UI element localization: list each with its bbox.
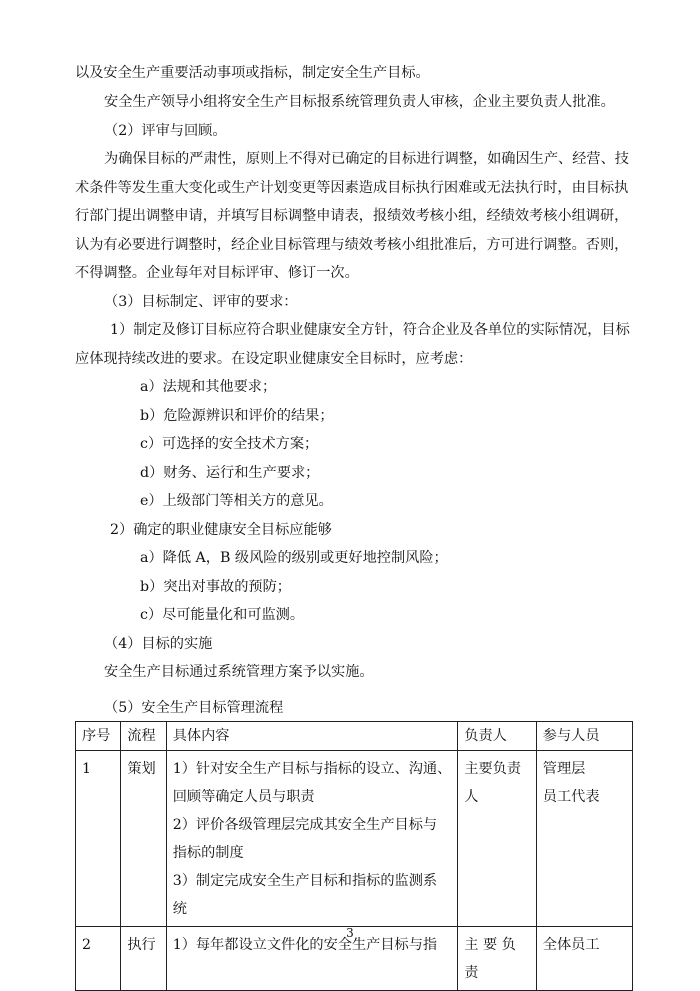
section-heading: （4）目标的实施: [104, 636, 213, 652]
content-line: 3）制定完成安全生产目标和指标的监测系: [172, 873, 438, 889]
participant-line: 全体员工: [542, 937, 600, 953]
content-line: 1）每年都设立文件化的安全生产目标与指: [172, 937, 438, 953]
paragraph-line: 行部门提出调整申请，并填写目标调整申请表，报绩效考核小组，经绩效考核小组调研，: [75, 208, 629, 224]
content-line: 回顾等确定人员与职责: [172, 789, 315, 805]
row-owner: 主 要 负 责: [458, 927, 537, 991]
row-number: 2: [76, 927, 121, 991]
paragraph-line: 安全生产领导小组将安全生产目标报系统管理负责人审核，企业主要负责人批准。: [104, 94, 615, 110]
content-line: 指标的制度: [172, 845, 244, 861]
header-cell: 具体内容: [166, 722, 458, 751]
content-line: 统: [172, 901, 187, 917]
paragraph-line: 认为有必要进行调整时，经企业目标管理与绩效考核小组批准后，方可进行调整。否则，: [75, 237, 629, 253]
paragraph-line: 应体现持续改进的要求。在设定职业健康安全目标时，应考虑：: [75, 351, 473, 367]
table-title: （5）安全生产目标管理流程: [104, 700, 284, 716]
paragraph-line: 以及安全生产重要活动事项或指标，制定安全生产目标。: [75, 65, 430, 81]
table-header-row: [76, 722, 633, 751]
header-cell: 流程: [121, 722, 166, 751]
content-line: 2）评价各级管理层完成其安全生产目标与: [172, 817, 438, 833]
list-item: e）上级部门等相关方的意见。: [140, 493, 333, 509]
page-number: 3: [346, 926, 354, 940]
row-process: 策划: [121, 751, 166, 927]
list-item: a）降低 A，B 级风险的级别或更好地控制风险；: [140, 550, 448, 566]
row-participants: [536, 751, 632, 927]
paragraph-line: 术条件等发生重大变化或生产计划变更等因素造成目标执行困难或无法执行时，由目标执: [75, 180, 629, 196]
paragraph-line: 不得调整。企业每年对目标评审、修订一次。: [75, 265, 359, 281]
row-process: 执行: [121, 927, 166, 991]
row-owner: 主要负责人: [458, 751, 537, 927]
row-content: [166, 751, 458, 927]
participant-line: 员工代表: [542, 789, 600, 805]
list-item: b）突出对事故的预防；: [140, 579, 291, 595]
header-cell: 负责人: [458, 722, 537, 751]
header-cell: 序号: [76, 722, 121, 751]
participant-line: 管理层: [542, 761, 586, 777]
list-item: c）可选择的安全技术方案；: [140, 436, 319, 452]
content-line: 1）针对安全生产目标与指标的设立、沟通、: [172, 761, 452, 777]
paragraph-line: 1）制定及修订目标应符合职业健康安全方针，符合企业及各单位的实际情况，目标: [110, 322, 630, 338]
table-row: [76, 751, 633, 927]
list-item: c）尽可能量化和可监测。: [140, 607, 305, 623]
paragraph-line: 安全生产目标通过系统管理方案予以实施。: [104, 664, 374, 680]
process-table: [75, 697, 633, 991]
row-number: 1: [76, 751, 121, 927]
list-item: b）危险源辨识和评价的结果；: [140, 408, 334, 424]
section-heading: （2）评审与回顾。: [104, 123, 227, 139]
list-item: a）法规和其他要求；: [140, 379, 277, 395]
header-cell: 参与人员: [536, 722, 632, 751]
paragraph-line: 2）确定的职业健康安全目标应能够: [110, 522, 332, 538]
paragraph-line: 为确保目标的严肃性，原则上不得对已确定的目标进行调整，如确因生产、经营、技: [104, 151, 629, 167]
section-heading: （3）目标制定、评审的要求：: [104, 294, 298, 310]
list-item: d）财务、运行和生产要求；: [140, 465, 320, 481]
